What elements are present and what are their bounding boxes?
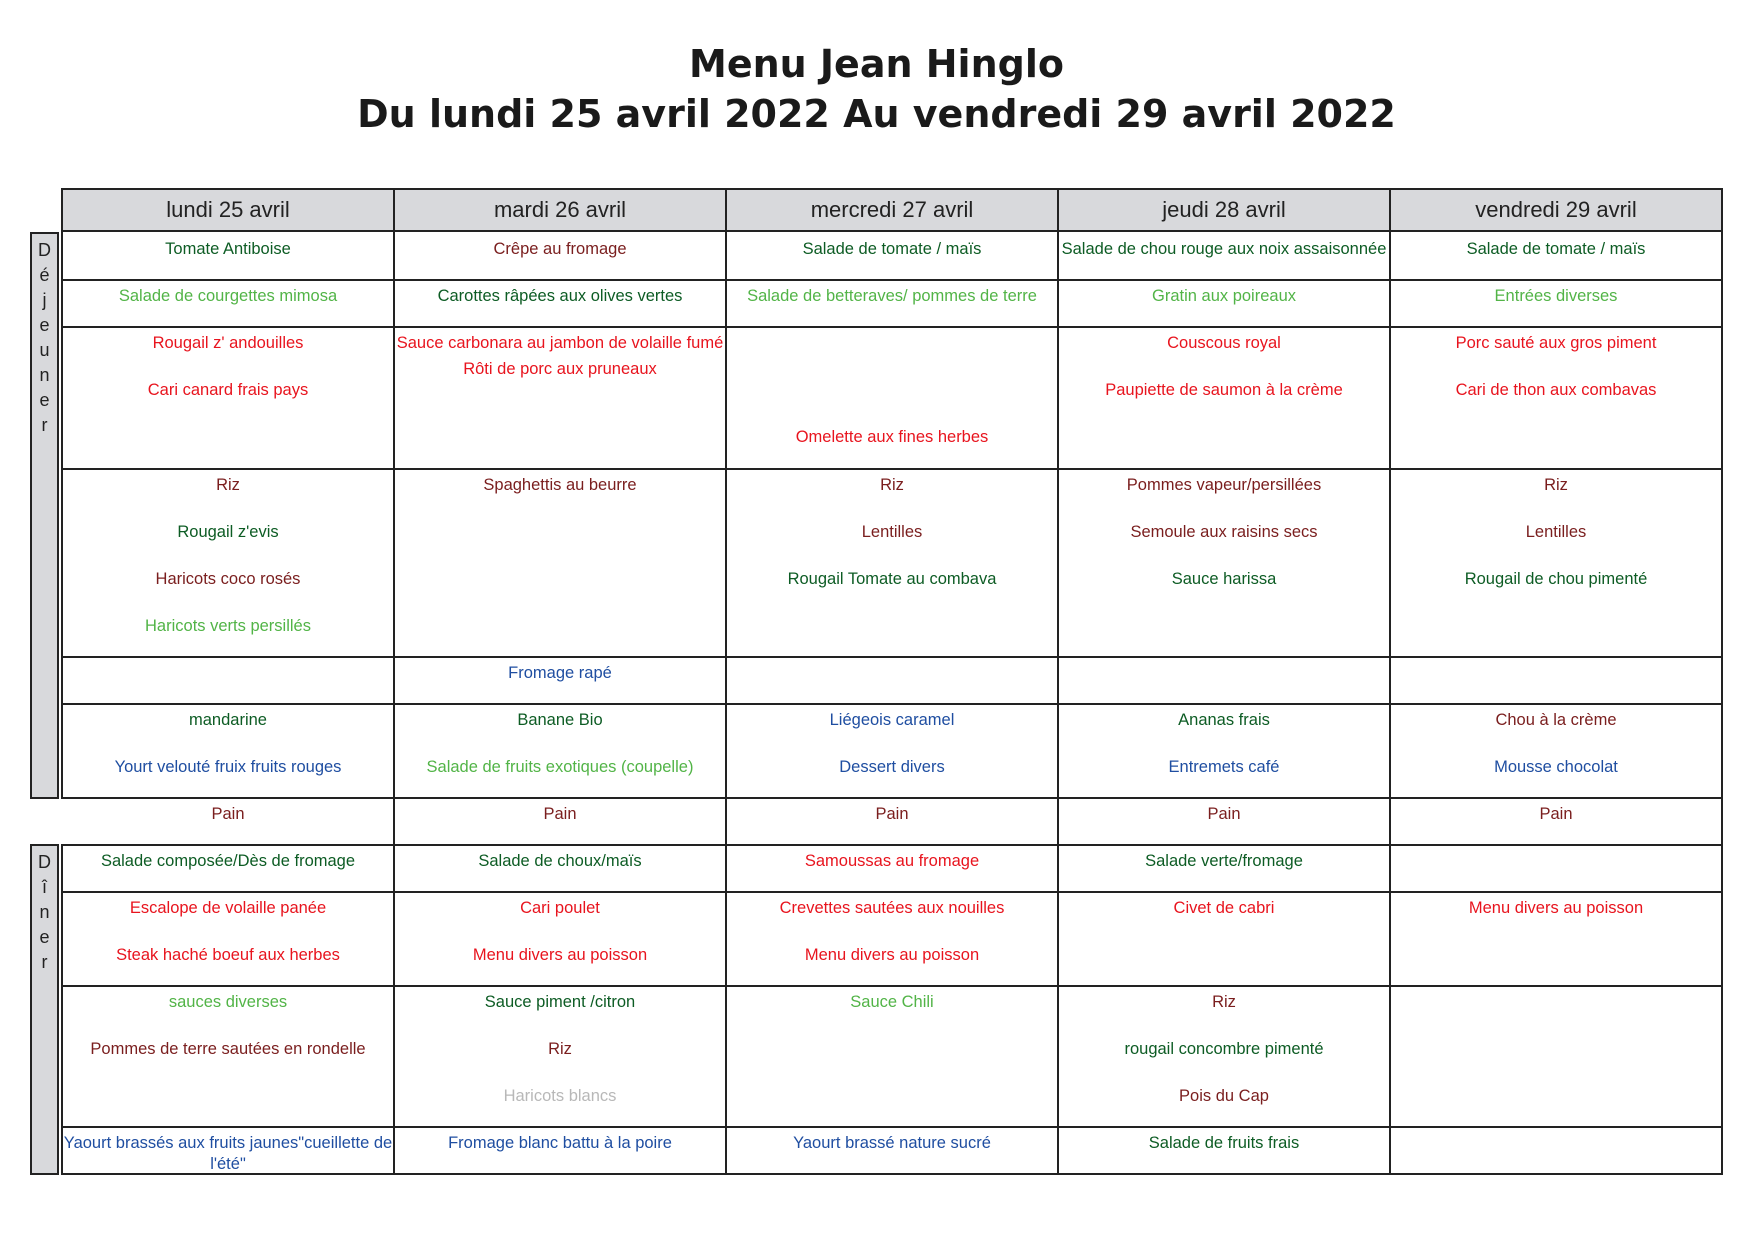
menu-cell bbox=[63, 470, 393, 656]
grid-line bbox=[61, 844, 1723, 846]
menu-item: Entremets café bbox=[1168, 758, 1280, 776]
menu-cell bbox=[1059, 799, 1389, 844]
menu-cell bbox=[395, 799, 725, 844]
menu-item: Salade de fruits exotiques (coupelle) bbox=[426, 758, 694, 776]
menu-item: Samoussas au fromage bbox=[804, 852, 980, 870]
menu-cell bbox=[1059, 470, 1389, 588]
menu-cell bbox=[1059, 987, 1389, 1126]
menu-item: Menu divers au poisson bbox=[804, 946, 980, 964]
menu-cell bbox=[1059, 281, 1389, 326]
menu-item: Riz bbox=[216, 476, 240, 494]
menu-item: Rougail de chou pimenté bbox=[1464, 570, 1648, 588]
section-label-dejeuner: D é j e u n e r bbox=[30, 232, 59, 799]
menu-item: Cari canard frais pays bbox=[147, 381, 309, 399]
menu-item: Pommes de terre sautées en rondelle bbox=[90, 1040, 366, 1058]
grid-line bbox=[61, 232, 63, 799]
menu-cell bbox=[727, 281, 1057, 326]
menu-item: Civet de cabri bbox=[1173, 899, 1275, 917]
menu-cell bbox=[395, 1128, 725, 1173]
menu-item: Carottes râpées aux olives vertes bbox=[437, 287, 683, 305]
menu-item: Cari de thon aux combavas bbox=[1455, 381, 1657, 399]
menu-cell bbox=[395, 846, 725, 891]
menu-item: Salade composée/Dès de fromage bbox=[100, 852, 356, 870]
menu-item: Couscous royal bbox=[1167, 334, 1281, 352]
menu-item: Crêpe au fromage bbox=[493, 240, 627, 258]
menu-item: Entrées diverses bbox=[1494, 287, 1618, 305]
menu-item: Spaghettis au beurre bbox=[483, 476, 637, 494]
menu-item: Pain bbox=[1539, 805, 1573, 823]
day-header: mardi 26 avril bbox=[393, 188, 727, 232]
menu-item bbox=[727, 380, 1057, 401]
menu-item: Escalope de volaille panée bbox=[129, 899, 327, 917]
menu-cell bbox=[1391, 328, 1721, 468]
menu-cell bbox=[727, 1128, 1057, 1173]
menu-item: Yaourt brassé nature sucré bbox=[793, 1134, 991, 1152]
menu-item: Salade de fruits frais bbox=[1148, 1134, 1300, 1152]
menu-item: Liégeois caramel bbox=[829, 711, 955, 729]
section-label-diner: D î n e r bbox=[30, 844, 59, 1175]
menu-item: Semoule aux raisins secs bbox=[1130, 523, 1318, 541]
menu-item: Salade de betteraves/ pommes de terre bbox=[747, 287, 1037, 305]
menu-cell bbox=[1059, 1128, 1389, 1173]
menu-cell bbox=[727, 893, 1057, 985]
grid-line bbox=[61, 797, 1723, 799]
menu-item: Pois du Cap bbox=[1179, 1087, 1269, 1105]
grid-line bbox=[61, 985, 1723, 987]
menu-cell bbox=[727, 328, 1057, 468]
menu-item: Riz bbox=[548, 1040, 572, 1058]
menu-item: Yourt velouté fruix fruits rouges bbox=[114, 758, 342, 776]
menu-cell bbox=[63, 658, 393, 703]
menu-cell bbox=[395, 470, 725, 656]
grid-line bbox=[61, 279, 1723, 281]
menu-item bbox=[727, 333, 1057, 354]
menu-item: Crevettes sautées aux nouilles bbox=[779, 899, 1005, 917]
menu-item: Haricots verts persillés bbox=[145, 617, 311, 635]
menu-cell bbox=[1391, 234, 1721, 279]
menu-item: Pain bbox=[1207, 805, 1241, 823]
menu-cell bbox=[1391, 281, 1721, 326]
menu-item: Salade de tomate / maïs bbox=[802, 240, 982, 258]
day-header: mercredi 27 avril bbox=[725, 188, 1059, 232]
day-header: vendredi 29 avril bbox=[1389, 188, 1723, 232]
menu-cell bbox=[395, 328, 725, 468]
menu-item: Yaourt brassés aux fruits jaunes"cueillette de l'été" bbox=[63, 1134, 393, 1173]
menu-cell bbox=[1391, 470, 1721, 656]
menu-item: Salade de courgettes mimosa bbox=[118, 287, 338, 305]
menu-cell bbox=[63, 705, 393, 797]
menu-cell bbox=[1059, 705, 1389, 797]
menu-cell bbox=[63, 234, 393, 279]
grid-line bbox=[61, 1126, 1723, 1128]
grid-line bbox=[61, 326, 1723, 328]
menu-item: Pommes vapeur/persillées bbox=[1126, 476, 1322, 494]
menu-item: Dessert divers bbox=[839, 758, 945, 776]
menu-item: Riz bbox=[1544, 476, 1568, 494]
page-title: Menu Jean Hinglo bbox=[689, 42, 1064, 86]
menu-item: Cari poulet bbox=[520, 899, 600, 917]
menu-cell bbox=[727, 846, 1057, 891]
menu-cell bbox=[63, 281, 393, 326]
menu-item: Sauce harissa bbox=[1171, 570, 1277, 588]
menu-cell bbox=[727, 234, 1057, 279]
menu-item: Rôti de porc aux pruneaux bbox=[463, 360, 657, 378]
menu-cell bbox=[395, 987, 725, 1126]
menu-item: Rougail z' andouilles bbox=[152, 334, 304, 352]
grid-line bbox=[61, 468, 1723, 470]
menu-item: Fromage blanc battu à la poire bbox=[448, 1134, 672, 1152]
menu-item: Rougail Tomate au combava bbox=[787, 570, 997, 588]
menu-item: Salade de tomate / maïs bbox=[1466, 240, 1646, 258]
menu-item: Sauce carbonara au jambon de volaille fumé bbox=[396, 334, 724, 352]
menu-item: Salade de chou rouge aux noix assaisonnée bbox=[1061, 240, 1387, 258]
menu-cell bbox=[727, 987, 1057, 1126]
menu-item: Sauce piment /citron bbox=[484, 993, 636, 1011]
menu-item: Tomate Antiboise bbox=[165, 240, 291, 258]
menu-cell bbox=[63, 846, 393, 891]
menu-item: Lentilles bbox=[861, 523, 923, 541]
menu-item: mandarine bbox=[189, 711, 267, 729]
menu-cell bbox=[1391, 658, 1721, 703]
menu-cell bbox=[63, 1128, 393, 1173]
menu-item: Riz bbox=[1212, 993, 1236, 1011]
menu-item: Paupiette de saumon à la crème bbox=[1105, 381, 1343, 399]
menu-item: Pain bbox=[211, 805, 245, 823]
menu-cell bbox=[63, 799, 393, 844]
menu-cell bbox=[63, 328, 393, 468]
menu-cell bbox=[727, 799, 1057, 844]
menu-item: Rougail z'evis bbox=[177, 523, 279, 541]
menu-item: rougail concombre pimenté bbox=[1124, 1040, 1324, 1058]
menu-cell bbox=[395, 658, 725, 703]
menu-item: Banane Bio bbox=[517, 711, 603, 729]
menu-cell bbox=[1391, 987, 1721, 1126]
menu-cell bbox=[1059, 234, 1389, 279]
menu-cell bbox=[1391, 799, 1721, 844]
menu-item: Omelette aux fines herbes bbox=[795, 428, 989, 446]
menu-cell bbox=[63, 987, 393, 1126]
grid-line bbox=[61, 703, 1723, 705]
page-subtitle: Du lundi 25 avril 2022 Au vendredi 29 avril 2022 bbox=[357, 92, 1396, 136]
menu-cell bbox=[395, 893, 725, 985]
menu-item: Haricots coco rosés bbox=[155, 570, 301, 588]
menu-item: Pain bbox=[543, 805, 577, 823]
menu-cell bbox=[1059, 846, 1389, 891]
menu-item: Menu divers au poisson bbox=[1468, 899, 1644, 917]
menu-cell bbox=[1059, 893, 1389, 985]
menu-cell bbox=[727, 470, 1057, 656]
menu-item: Salade verte/fromage bbox=[1145, 852, 1303, 870]
menu-item: Haricots blancs bbox=[503, 1087, 617, 1105]
menu-item: Pain bbox=[875, 805, 909, 823]
grid-line bbox=[61, 1173, 1723, 1175]
day-header: jeudi 28 avril bbox=[1057, 188, 1391, 232]
menu-cell bbox=[395, 705, 725, 797]
menu-item: Lentilles bbox=[1525, 523, 1587, 541]
menu-item: Riz bbox=[880, 476, 904, 494]
menu-cell bbox=[395, 281, 725, 326]
menu-item: Menu divers au poisson bbox=[472, 946, 648, 964]
menu-item: sauces diverses bbox=[168, 993, 288, 1011]
menu-cell bbox=[1391, 846, 1721, 891]
menu-cell bbox=[1059, 328, 1389, 468]
menu-cell bbox=[1391, 893, 1721, 985]
menu-cell bbox=[395, 234, 725, 279]
menu-item: Steak haché boeuf aux herbes bbox=[116, 946, 340, 964]
menu-item: Fromage rapé bbox=[508, 664, 612, 682]
menu-item: Chou à la crème bbox=[1495, 711, 1617, 729]
menu-item: Mousse chocolat bbox=[1494, 758, 1618, 776]
menu-cell bbox=[1059, 658, 1389, 703]
menu-item: Gratin aux poireaux bbox=[1152, 287, 1296, 305]
menu-item: Porc sauté aux gros piment bbox=[1455, 334, 1657, 352]
menu-cell bbox=[727, 658, 1057, 703]
menu-item: Sauce Chili bbox=[850, 993, 934, 1011]
menu-item: Salade de choux/maïs bbox=[478, 852, 642, 870]
menu-item: Ananas frais bbox=[1178, 711, 1270, 729]
menu-cell bbox=[63, 893, 393, 985]
day-header: lundi 25 avril bbox=[61, 188, 395, 232]
menu-cell bbox=[727, 705, 1057, 797]
grid-line bbox=[61, 656, 1723, 658]
menu-cell bbox=[1391, 1128, 1721, 1173]
menu-cell bbox=[1391, 705, 1721, 797]
grid-line bbox=[61, 891, 1723, 893]
